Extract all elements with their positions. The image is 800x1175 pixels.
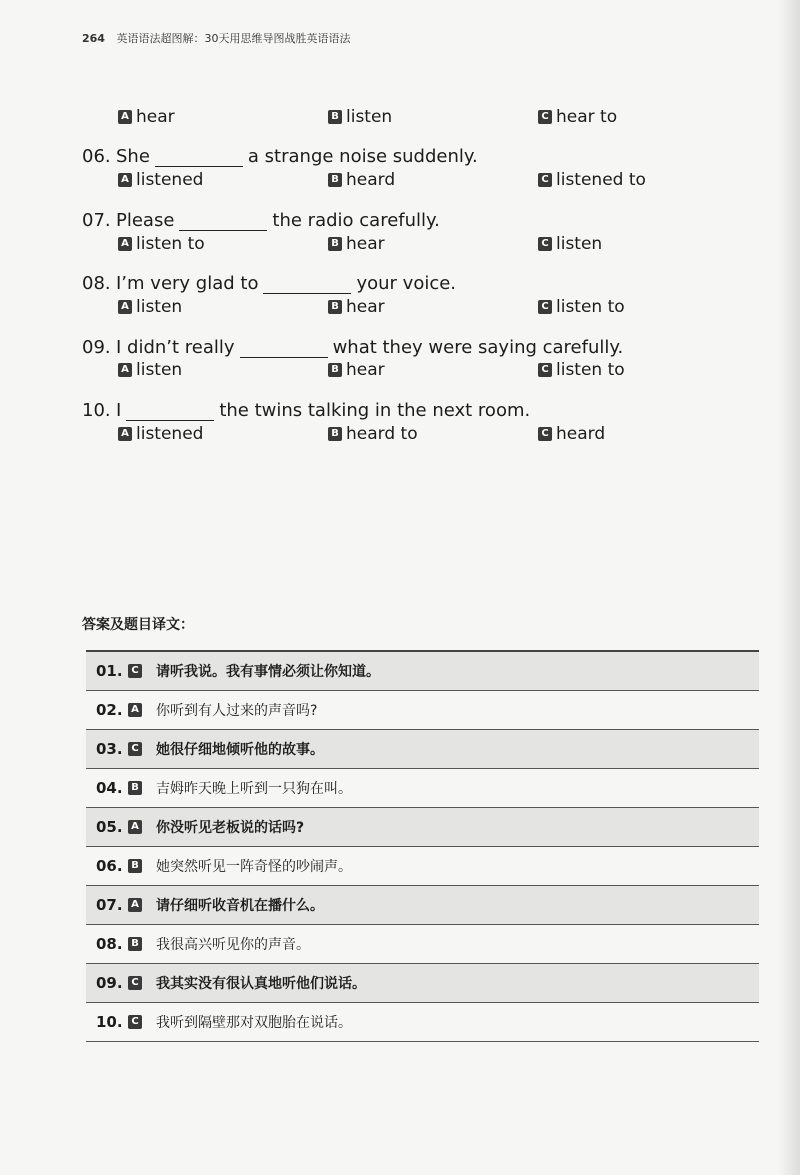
option-a (118, 297, 182, 317)
option-c-text: hear to (556, 107, 618, 127)
question-text-after: the twins talking in the next room. (219, 400, 531, 421)
option-a-text: listen to (136, 234, 205, 254)
option-b-text: heard (346, 170, 396, 190)
answer-blank (263, 275, 351, 294)
option-c-badge: C (538, 237, 552, 251)
question-09 (82, 332, 623, 358)
answer-number: 10. (96, 1013, 123, 1031)
answer-translation: 请仔细听收音机在播什么。 (156, 898, 324, 914)
option-b (328, 360, 385, 380)
option-a (118, 360, 182, 380)
option-a-text: listened (136, 424, 204, 444)
option-c (538, 170, 646, 190)
answer-number: 08. (96, 935, 123, 953)
option-c-text: heard (556, 424, 606, 444)
option-a-badge: A (118, 363, 132, 377)
answer-number: 01. (96, 662, 123, 680)
option-c (538, 360, 625, 380)
option-a-badge: A (118, 173, 132, 187)
question-text-before: She (116, 146, 150, 167)
question-number: 09. (82, 337, 111, 358)
option-b-text: hear (346, 360, 385, 380)
answer-letter-badge: A (128, 703, 142, 717)
option-c-text: listen to (556, 360, 625, 380)
option-a-text: hear (136, 107, 175, 127)
answer-translation: 她很仔细地倾听他的故事。 (156, 742, 324, 758)
option-a-badge: A (118, 427, 132, 441)
option-a (118, 170, 203, 190)
option-a (118, 424, 203, 444)
page-number: 264 (82, 32, 105, 45)
option-a-badge: A (118, 300, 132, 314)
options-row-08 (118, 297, 678, 319)
options-row-06 (118, 170, 678, 192)
answer-blank (240, 339, 328, 358)
answer-row (86, 886, 759, 925)
options-row-10 (118, 424, 678, 446)
answer-translation: 我其实没有很认真地听他们说话。 (156, 976, 366, 992)
option-c-text: listen to (556, 297, 625, 317)
option-b-badge: B (328, 427, 342, 441)
option-c (538, 234, 602, 254)
question-text-before: I (116, 400, 122, 421)
option-a-text: listen (136, 360, 183, 380)
answer-translation: 请听我说。我有事情必须让你知道。 (156, 664, 380, 680)
option-a-badge: A (118, 110, 132, 124)
question-number: 07. (82, 210, 111, 231)
question-text-before: I didn’t really (116, 337, 235, 358)
answer-row (86, 808, 759, 847)
answer-letter-badge: C (128, 742, 142, 756)
answer-number: 06. (96, 857, 123, 875)
option-c-text: listen (556, 234, 603, 254)
question-07 (82, 205, 440, 231)
answer-row (86, 847, 759, 886)
book-title: 英语语法超图解：30天用思维导图战胜英语语法 (116, 32, 351, 45)
options-row-05 (118, 107, 678, 129)
answer-letter-badge: C (128, 664, 142, 678)
option-c-badge: C (538, 427, 552, 441)
answer-number: 05. (96, 818, 123, 836)
answer-row (86, 925, 759, 964)
options-row-07 (118, 234, 678, 256)
option-b-badge: B (328, 363, 342, 377)
question-10 (82, 395, 530, 421)
answer-letter-badge: C (128, 976, 142, 990)
option-c-text: listened to (556, 170, 646, 190)
answer-blank (155, 148, 243, 167)
option-b-badge: B (328, 173, 342, 187)
option-b-badge: B (328, 237, 342, 251)
answers-heading: 答案及题目译文： (82, 617, 194, 633)
option-c-badge: C (538, 300, 552, 314)
option-c-badge: C (538, 173, 552, 187)
answer-row (86, 1003, 759, 1042)
option-c (538, 424, 605, 444)
question-08 (82, 268, 456, 294)
option-b (328, 170, 395, 190)
option-b-badge: B (328, 110, 342, 124)
options-row-09 (118, 360, 678, 382)
option-a-text: listened (136, 170, 204, 190)
option-c-badge: C (538, 363, 552, 377)
answer-number: 03. (96, 740, 123, 758)
answer-blank (179, 212, 267, 231)
question-text-after: a strange noise suddenly. (247, 146, 478, 167)
answer-translation: 你没听见老板说的话吗? (156, 820, 305, 836)
answer-letter-badge: A (128, 898, 142, 912)
option-b-text: hear (346, 234, 385, 254)
answer-number: 02. (96, 701, 123, 719)
answer-translation: 吉姆昨天晚上听到一只狗在叫。 (156, 781, 352, 797)
answer-row (86, 691, 759, 730)
option-b-text: listen (346, 107, 393, 127)
answer-number: 07. (96, 896, 123, 914)
answer-letter-badge: B (128, 859, 142, 873)
question-text-after: the radio carefully. (272, 210, 440, 231)
option-b-text: hear (346, 297, 385, 317)
answer-translation: 她突然听见一阵奇怪的吵闹声。 (156, 859, 352, 875)
option-a-badge: A (118, 237, 132, 251)
option-a (118, 234, 205, 254)
option-b (328, 297, 385, 317)
option-c-badge: C (538, 110, 552, 124)
question-number: 10. (82, 400, 111, 421)
question-text-before: Please (116, 210, 175, 231)
answer-row (86, 650, 759, 691)
question-text-before: I’m very glad to (116, 273, 259, 294)
option-b-badge: B (328, 300, 342, 314)
answer-number: 04. (96, 779, 123, 797)
page-edge-shadow (778, 0, 800, 1175)
answer-letter-badge: B (128, 937, 142, 951)
option-c (538, 297, 625, 317)
option-b (328, 424, 418, 444)
answer-translation: 你听到有人过来的声音吗? (156, 703, 318, 719)
answer-row (86, 730, 759, 769)
answer-letter-badge: A (128, 820, 142, 834)
option-a (118, 107, 175, 127)
question-text-after: your voice. (356, 273, 457, 294)
option-b-text: heard to (346, 424, 418, 444)
option-b (328, 234, 385, 254)
answer-number: 09. (96, 974, 123, 992)
option-c (538, 107, 617, 127)
question-number: 06. (82, 146, 111, 167)
question-06 (82, 141, 478, 167)
answer-letter-badge: B (128, 781, 142, 795)
page-header (82, 30, 350, 46)
question-number: 08. (82, 273, 111, 294)
answer-blank (126, 402, 214, 421)
answers-table (86, 650, 759, 1042)
question-text-after: what they were saying carefully. (332, 337, 624, 358)
option-b (328, 107, 392, 127)
answer-row (86, 964, 759, 1003)
option-a-text: listen (136, 297, 183, 317)
answer-translation: 我很高兴听见你的声音。 (156, 937, 310, 953)
answer-row (86, 769, 759, 808)
answer-letter-badge: C (128, 1015, 142, 1029)
answer-translation: 我听到隔壁那对双胞胎在说话。 (156, 1015, 352, 1031)
